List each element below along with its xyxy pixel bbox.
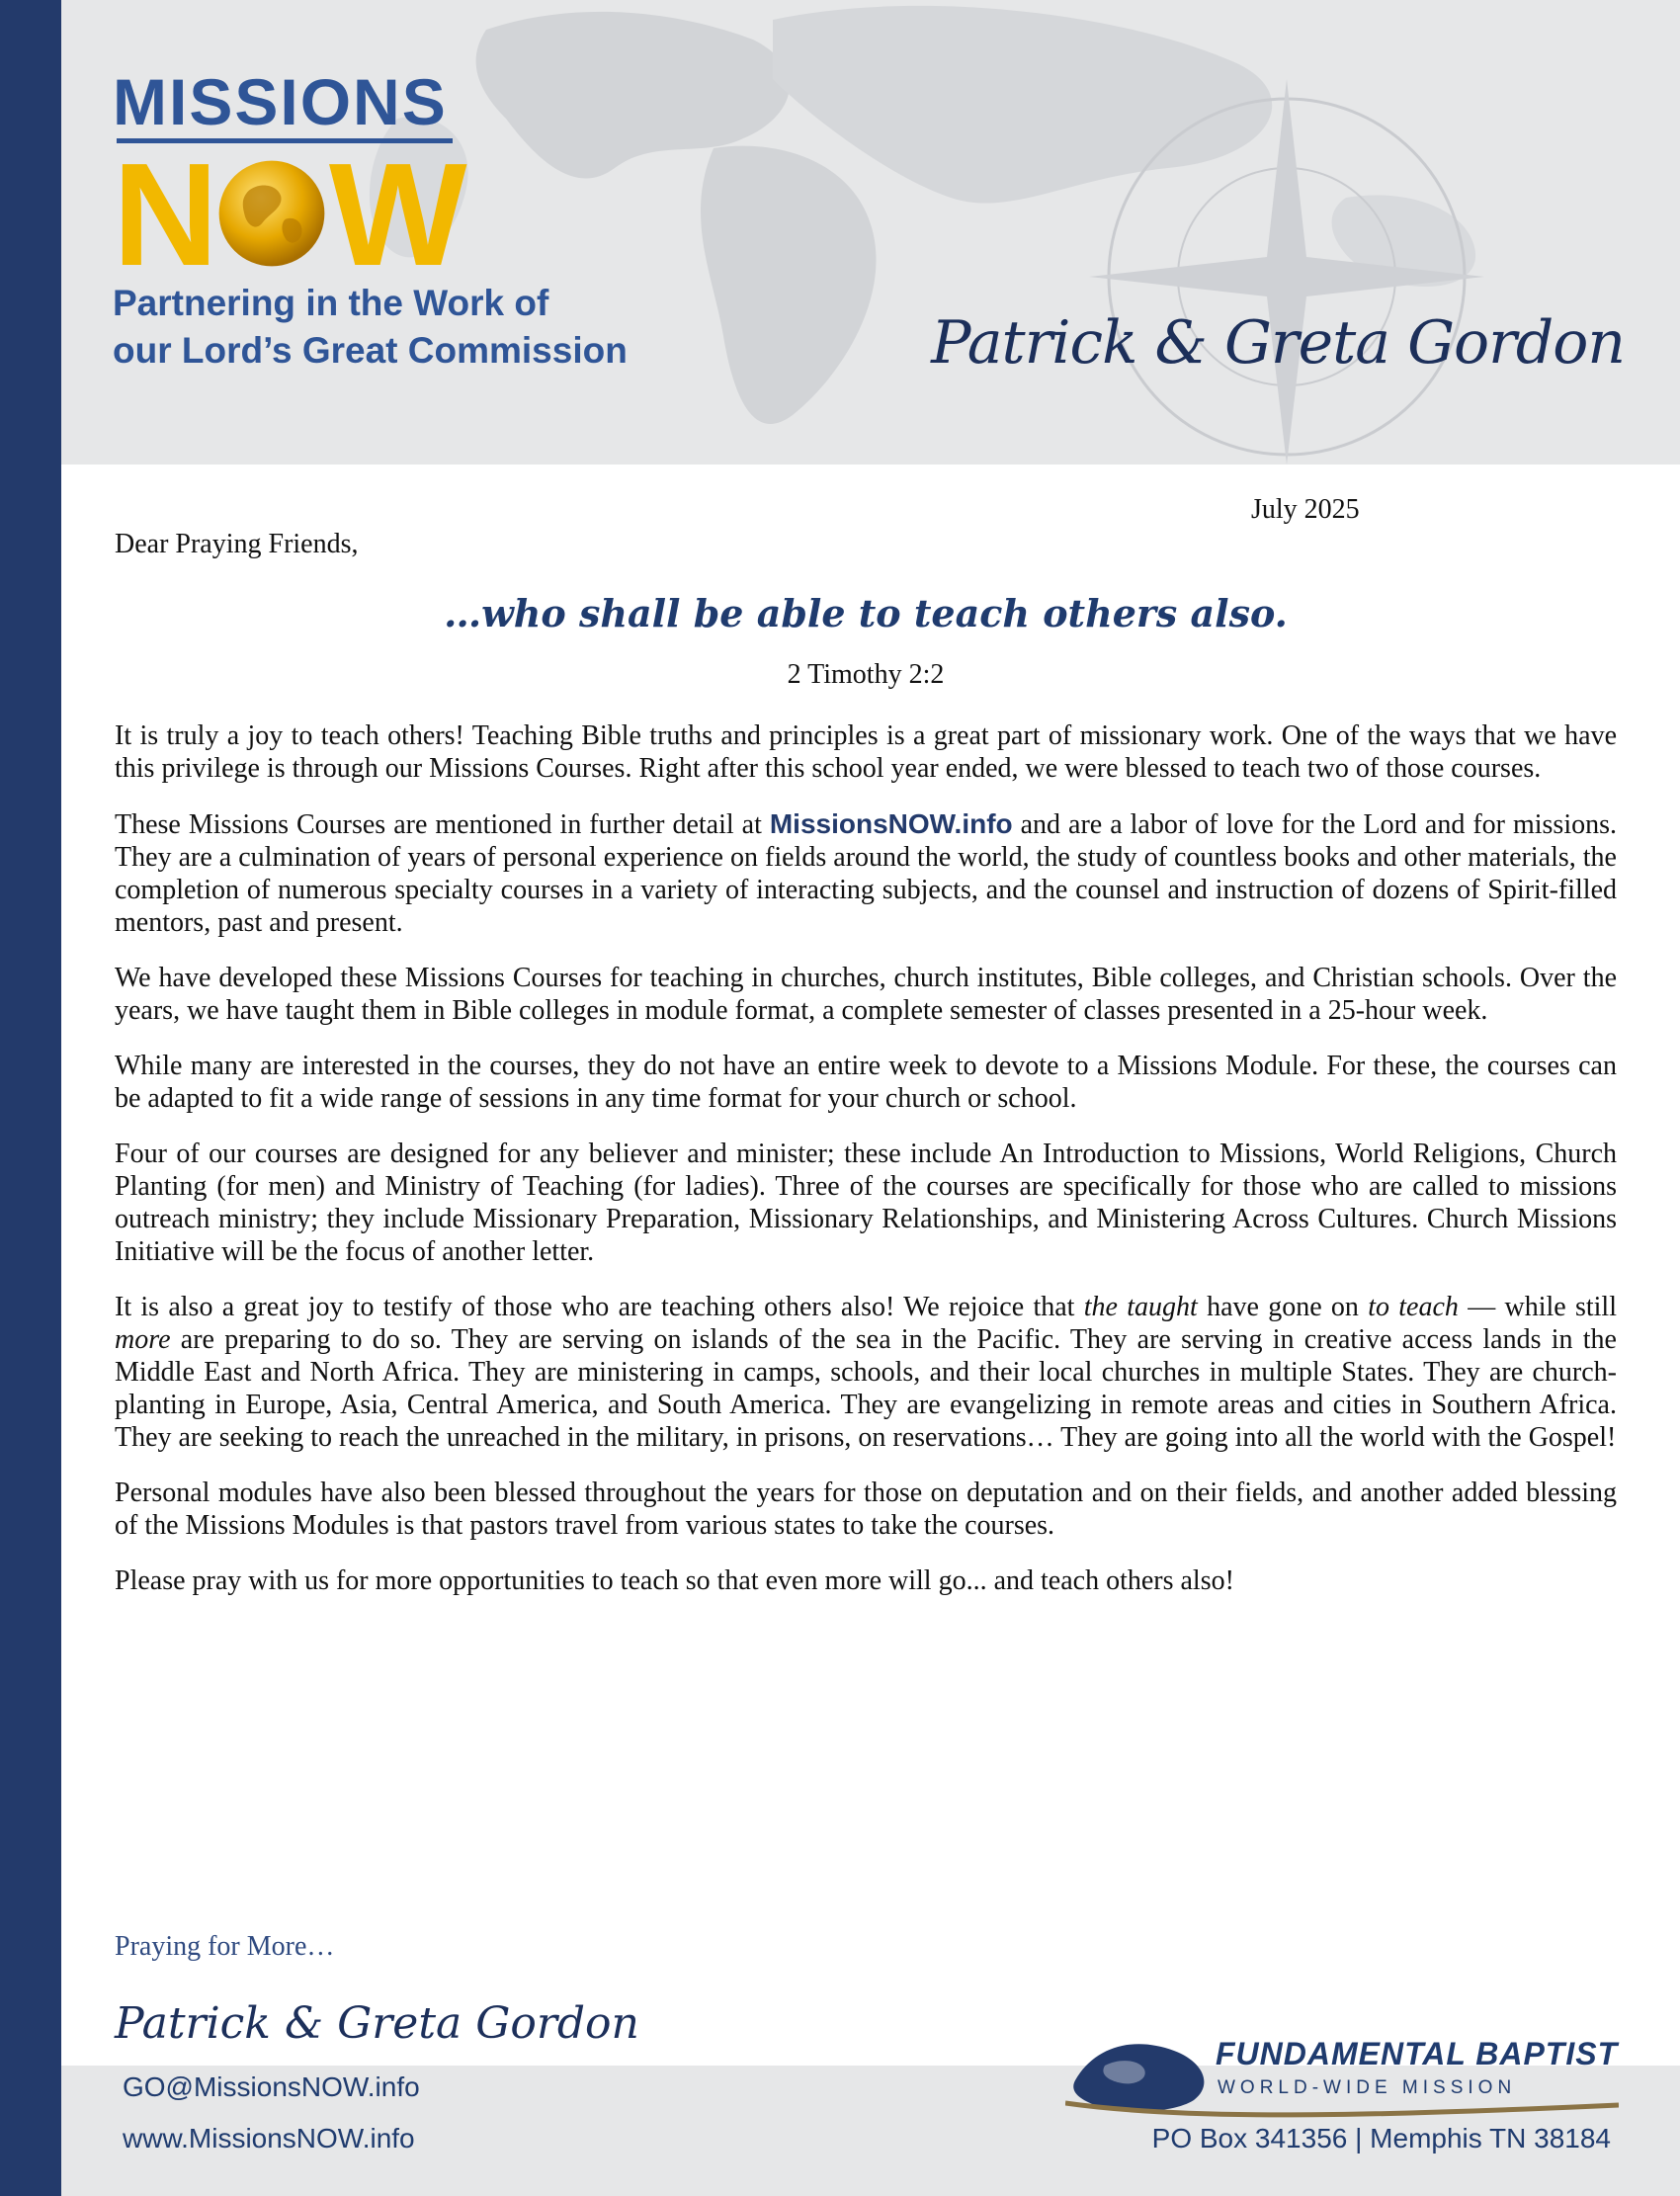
paragraph-5: Four of our courses are designed for any believer and minister; these include An Introduction to Missions, World Religions, Church Planting (for men) and Ministry of Teaching (for ladies). Three of the courses are specifically for those who are called to missions outreach ministry; they include Missionary Preparation, Missionary Relationships, and Ministering Across Cultures. Church Missions Initiative will be the focus of another letter.: [115, 1139, 1617, 1267]
paragraph-6-italic-more: more: [115, 1324, 171, 1355]
paragraph-7: Personal modules have also been blessed throughout the years for those on deputation and on their fields, and another added blessing of the Missions Modules is that pastors travel from various states to take the courses.: [115, 1478, 1617, 1541]
paragraph-6-italic-taught: the taught: [1083, 1292, 1198, 1322]
fbwm-org-subtitle: WORLD-WIDE MISSION: [1218, 2077, 1517, 2098]
paragraph-6-italic-to-teach: to teach: [1368, 1292, 1459, 1322]
logo-now-w: W: [328, 133, 463, 296]
paragraph-2-text-b: and are a labor of love for the Lord and for missions. They are a culmination of years of personal experience on fields around the world, the study of countless books and other materials, the completion of numerous specialty courses in a variety of interacting subjects, and the counsel and instruction of dozens of Spirit-filled mentors, past and present.: [115, 809, 1618, 938]
paragraph-6-text-c: have gone on: [1197, 1292, 1369, 1322]
mailing-address: PO Box 341356 | Memphis TN 38184: [1151, 2123, 1611, 2154]
paragraph-2-text-a: These Missions Courses are mentioned in further detail at: [115, 809, 770, 840]
tagline: [113, 280, 804, 375]
globe-icon: [214, 156, 329, 271]
paragraph-2: [115, 807, 1617, 939]
paragraph-8: Please pray with us for more opportunities to teach so that even more will go... and teach others also!: [115, 1565, 1234, 1596]
tagline-line-2: our Lord’s Great Commission: [113, 330, 628, 371]
paragraph-6-text-a: It is also a great joy to testify of those who are teaching others also! We rejoice that: [115, 1292, 1084, 1322]
logo-now-n: N: [113, 133, 214, 296]
verse-reference: 2 Timothy 2:2: [787, 659, 945, 690]
logo-now-text: [113, 133, 468, 296]
paragraph-6-text-e: — while still: [1458, 1292, 1617, 1322]
header-names: Patrick & Greta Gordon: [931, 308, 1625, 378]
paragraph-4: While many are interested in the courses, they do not have an entire week to devote to a Missions Module. For these, the courses can be adapted to fit a wide range of sessions in any time format for your church or school.: [115, 1051, 1617, 1114]
paragraph-6-text-g: are preparing to do so. They are serving on islands of the sea in the Pacific. They are serving in creative access lands in the Middle East and North Africa. They are ministering in camps, schools, and their local churches in multiple States. They are church-planting in Europe, Asia, Central America, and South America. They are evangelizing in remote areas and cities in Southern Africa. They are seeking to reach the unreached in the military, in prisons, on reservations… They are going into all the world with the Gospel!: [115, 1324, 1617, 1453]
logo-missions-text: MISSIONS: [113, 65, 448, 138]
letterhead: [61, 0, 1680, 465]
closing-line: Praying for More…: [115, 1931, 335, 1962]
website-link[interactable]: MissionsNOW.info: [769, 808, 1013, 839]
paragraph-1: It is truly a joy to teach others! Teaching Bible truths and principles is a great part of missionary work. One of the ways that we have this privilege is through our Missions Courses. Right after this school year ended, we were blessed to teach two of those courses.: [115, 720, 1617, 784]
contact-website[interactable]: www.MissionsNOW.info: [123, 2123, 415, 2154]
tagline-line-1: Partnering in the Work of: [113, 283, 549, 323]
letter-paragraphs: [115, 719, 1617, 1620]
greeting: Dear Praying Friends,: [115, 529, 359, 559]
verse-heading: …who shall be able to teach others also.: [444, 591, 1288, 635]
signature: Patrick & Greta Gordon: [115, 1998, 639, 2049]
paragraph-6: [115, 1291, 1617, 1454]
contact-email[interactable]: GO@MissionsNOW.info: [123, 2071, 420, 2102]
paragraph-3: We have developed these Missions Courses for teaching in churches, church institutes, Bible colleges, and Christian schools. Over the years, we have taught them in Bible colleges in module format, a complete semester of classes presented in a 25-hour week.: [115, 963, 1617, 1026]
letter-date: July 2025: [1251, 494, 1360, 525]
fbwm-org-name: FUNDAMENTAL BAPTIST: [1216, 2036, 1619, 2071]
left-accent-bar: [0, 0, 61, 2196]
